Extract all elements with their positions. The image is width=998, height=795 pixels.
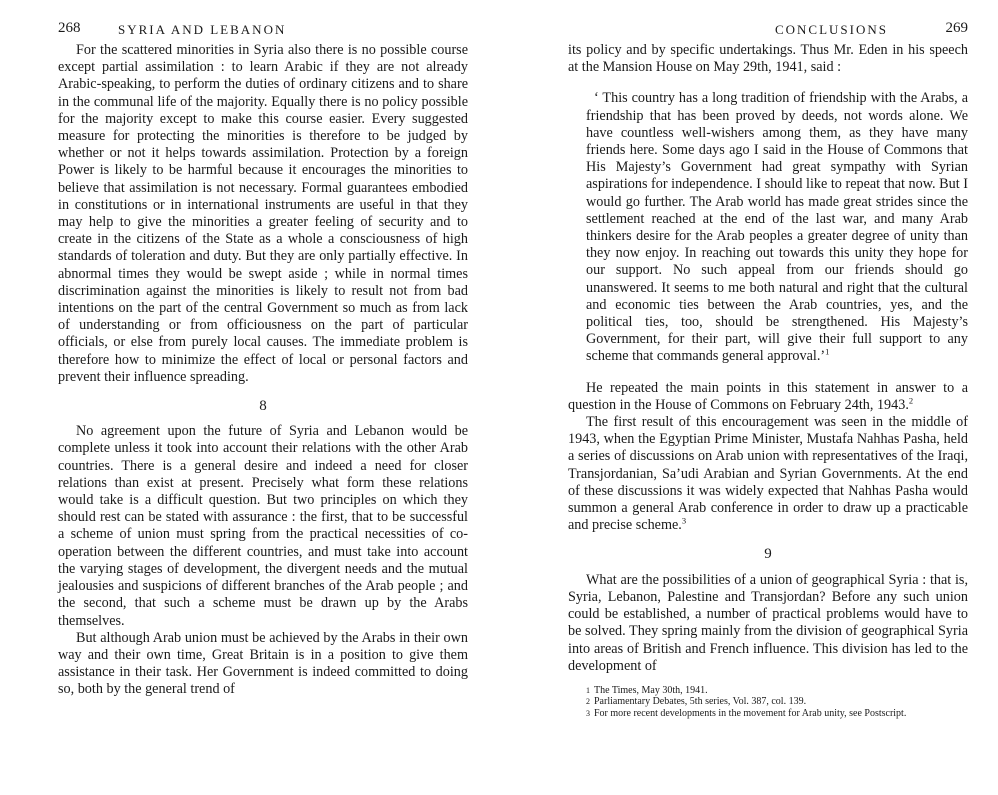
left-paragraph-1: For the scattered minorities in Syria also there is no possible course except partial assimilation : to learn Arabic if they are not already Arabic-speaking, to perform the duties of ordinary citizens and to share in the communal life of the majority. Equally there is no policy possible for the majority except to make this course easier. Every suggested measure for protecting the minorities is therefore to be judged by whether or not it helps towards assimilation. Protection by a foreign Power is likely to be harmful because it encourages the minorities to believe that assimilation is not necessary. Formal guarantees embodied in constitutions or in international instruments are useful in that they may help to give the minorities a greater feeling of security and to create in the citizens of the State as a whole a consciousness of high standards of toleration and duty. But they are only partially effective. In abnormal times they would be swept aside ; while in normal times discrimination against the minorities is likely to result not from bad intentions on the part of the central Government so much as from lack of understanding or from officiousness on the part of particular officials, or else from purely local causes. The immediate problem is therefore how to minimize the effect of local or personal factors and prevent their influence spreading. xyxy=(58,42,468,385)
footnote-mark: 3 xyxy=(586,708,590,718)
footnotes xyxy=(568,685,968,720)
footnote-ref-2: 2 xyxy=(908,395,914,406)
right-paragraph-3-text: The first result of this encouragement was seen in the middle of 1943, when the Egyptian Prime Minister, Mustafa Nahhas Pasha, held a series of discussions on Arab union with representatives of the Iraqi, Transjordanian, Sa’udi Arabian and Syrian Governments. At the end of these discussions it was widely expected that Nahhas Pasha would summon a general Arab conference in order to draw up a practicable and precise scheme. xyxy=(568,414,968,534)
footnote-mark: 2 xyxy=(586,697,590,707)
footnote-ref-1: 1 xyxy=(825,346,830,357)
left-body-text xyxy=(58,42,468,699)
eden-quote xyxy=(568,90,968,365)
right-paragraph-3 xyxy=(568,414,968,534)
right-paragraph-2 xyxy=(568,380,968,414)
right-paragraph-4: What are the possibilities of a union of geographical Syria : that is, Syria, Lebanon, Palestine and Transjordan? Before any such union could be established, a number of practical problems would have to be solved. They spring mainly from the division of geographical Syria into areas of British and French influence. This division has led to the development of xyxy=(568,571,968,674)
right-paragraph-1: its policy and by specific undertakings. Thus Mr. Eden in his speech at the Mansion House on May 29th, 1941, said : xyxy=(568,42,968,76)
left-running-head xyxy=(58,20,468,42)
right-running-title: CONCLUSIONS xyxy=(774,22,888,37)
right-page-number: 269 xyxy=(945,20,968,36)
footnote-text: Parliamentary Debates, 5th series, Vol. 387, col. 139. xyxy=(594,696,807,708)
footnote-mark: 1 xyxy=(586,685,590,695)
eden-quote-text: ‘ This country has a long tradition of friendship with the Arabs, a friendship that has been proved by deeds, not words alone. We have countless well-wishers among them, as they have many friends here. Some days ago I said in the House of Commons that His Majesty’s Government had great sympathy with Syrian aspirations for independence. I should like to repeat that now. But I would go further. The Arab world has made great strides since the settlement reached at the end of the last war, and many Arab thinkers desire for the Arab peoples a greater degree of unity than they now enjoy. In reaching out towards this unity they hope for our support. No such appeal from our friends should go unanswered. It seems to me both natural and right that the cultural and economic ties between the Arab countries, yes, and the political ties, too, should be strengthened. His Majesty’s Government, for their part, will give their full support to any scheme that commands general approval.’ xyxy=(586,90,968,365)
left-page-number: 268 xyxy=(58,20,81,36)
left-page xyxy=(58,20,468,780)
footnote-1 xyxy=(586,685,968,697)
left-running-title: SYRIA AND LEBANON xyxy=(118,22,287,37)
footnote-ref-3: 3 xyxy=(681,515,687,526)
right-page xyxy=(568,20,968,780)
right-body-text xyxy=(568,42,968,675)
section-number-8: 8 xyxy=(259,398,267,415)
right-paragraph-2-text: He repeated the main points in this statement in answer to a question in the House of Commons on February 24th, 1943. xyxy=(568,379,968,413)
left-paragraph-3: But although Arab union must be achieved by the Arabs in their own way and their own time, Great Britain is in a position to give them assistance in their task. Her Government is indeed committed to doing so, both by the general trend of xyxy=(58,629,468,698)
right-running-head xyxy=(568,20,968,42)
footnote-text: For more recent developments in the movement for Arab unity, see Postscript. xyxy=(594,707,907,719)
left-paragraph-2: No agreement upon the future of Syria and Lebanon would be complete unless it took into account their relations with the other Arab countries. There is a general desire and indeed a need for closer relations than exist at present. Precisely what form these relations would take is a difficult question. But two principles on which they should rest can be stated with assurance : the first, that to be successful a scheme of union must spring from the practical necessities of co-operation between the different countries, and must take into account the varying stages of development, the divergent needs and the mutual jealousies and suspicions of different branches of the Arab people ; and the second, that such a scheme must be drawn up by the Arabs themselves. xyxy=(58,423,468,629)
section-number-9: 9 xyxy=(764,546,772,563)
footnote-text: The Times, May 30th, 1941. xyxy=(594,684,708,696)
footnote-2 xyxy=(586,696,968,708)
footnote-3 xyxy=(586,708,968,720)
